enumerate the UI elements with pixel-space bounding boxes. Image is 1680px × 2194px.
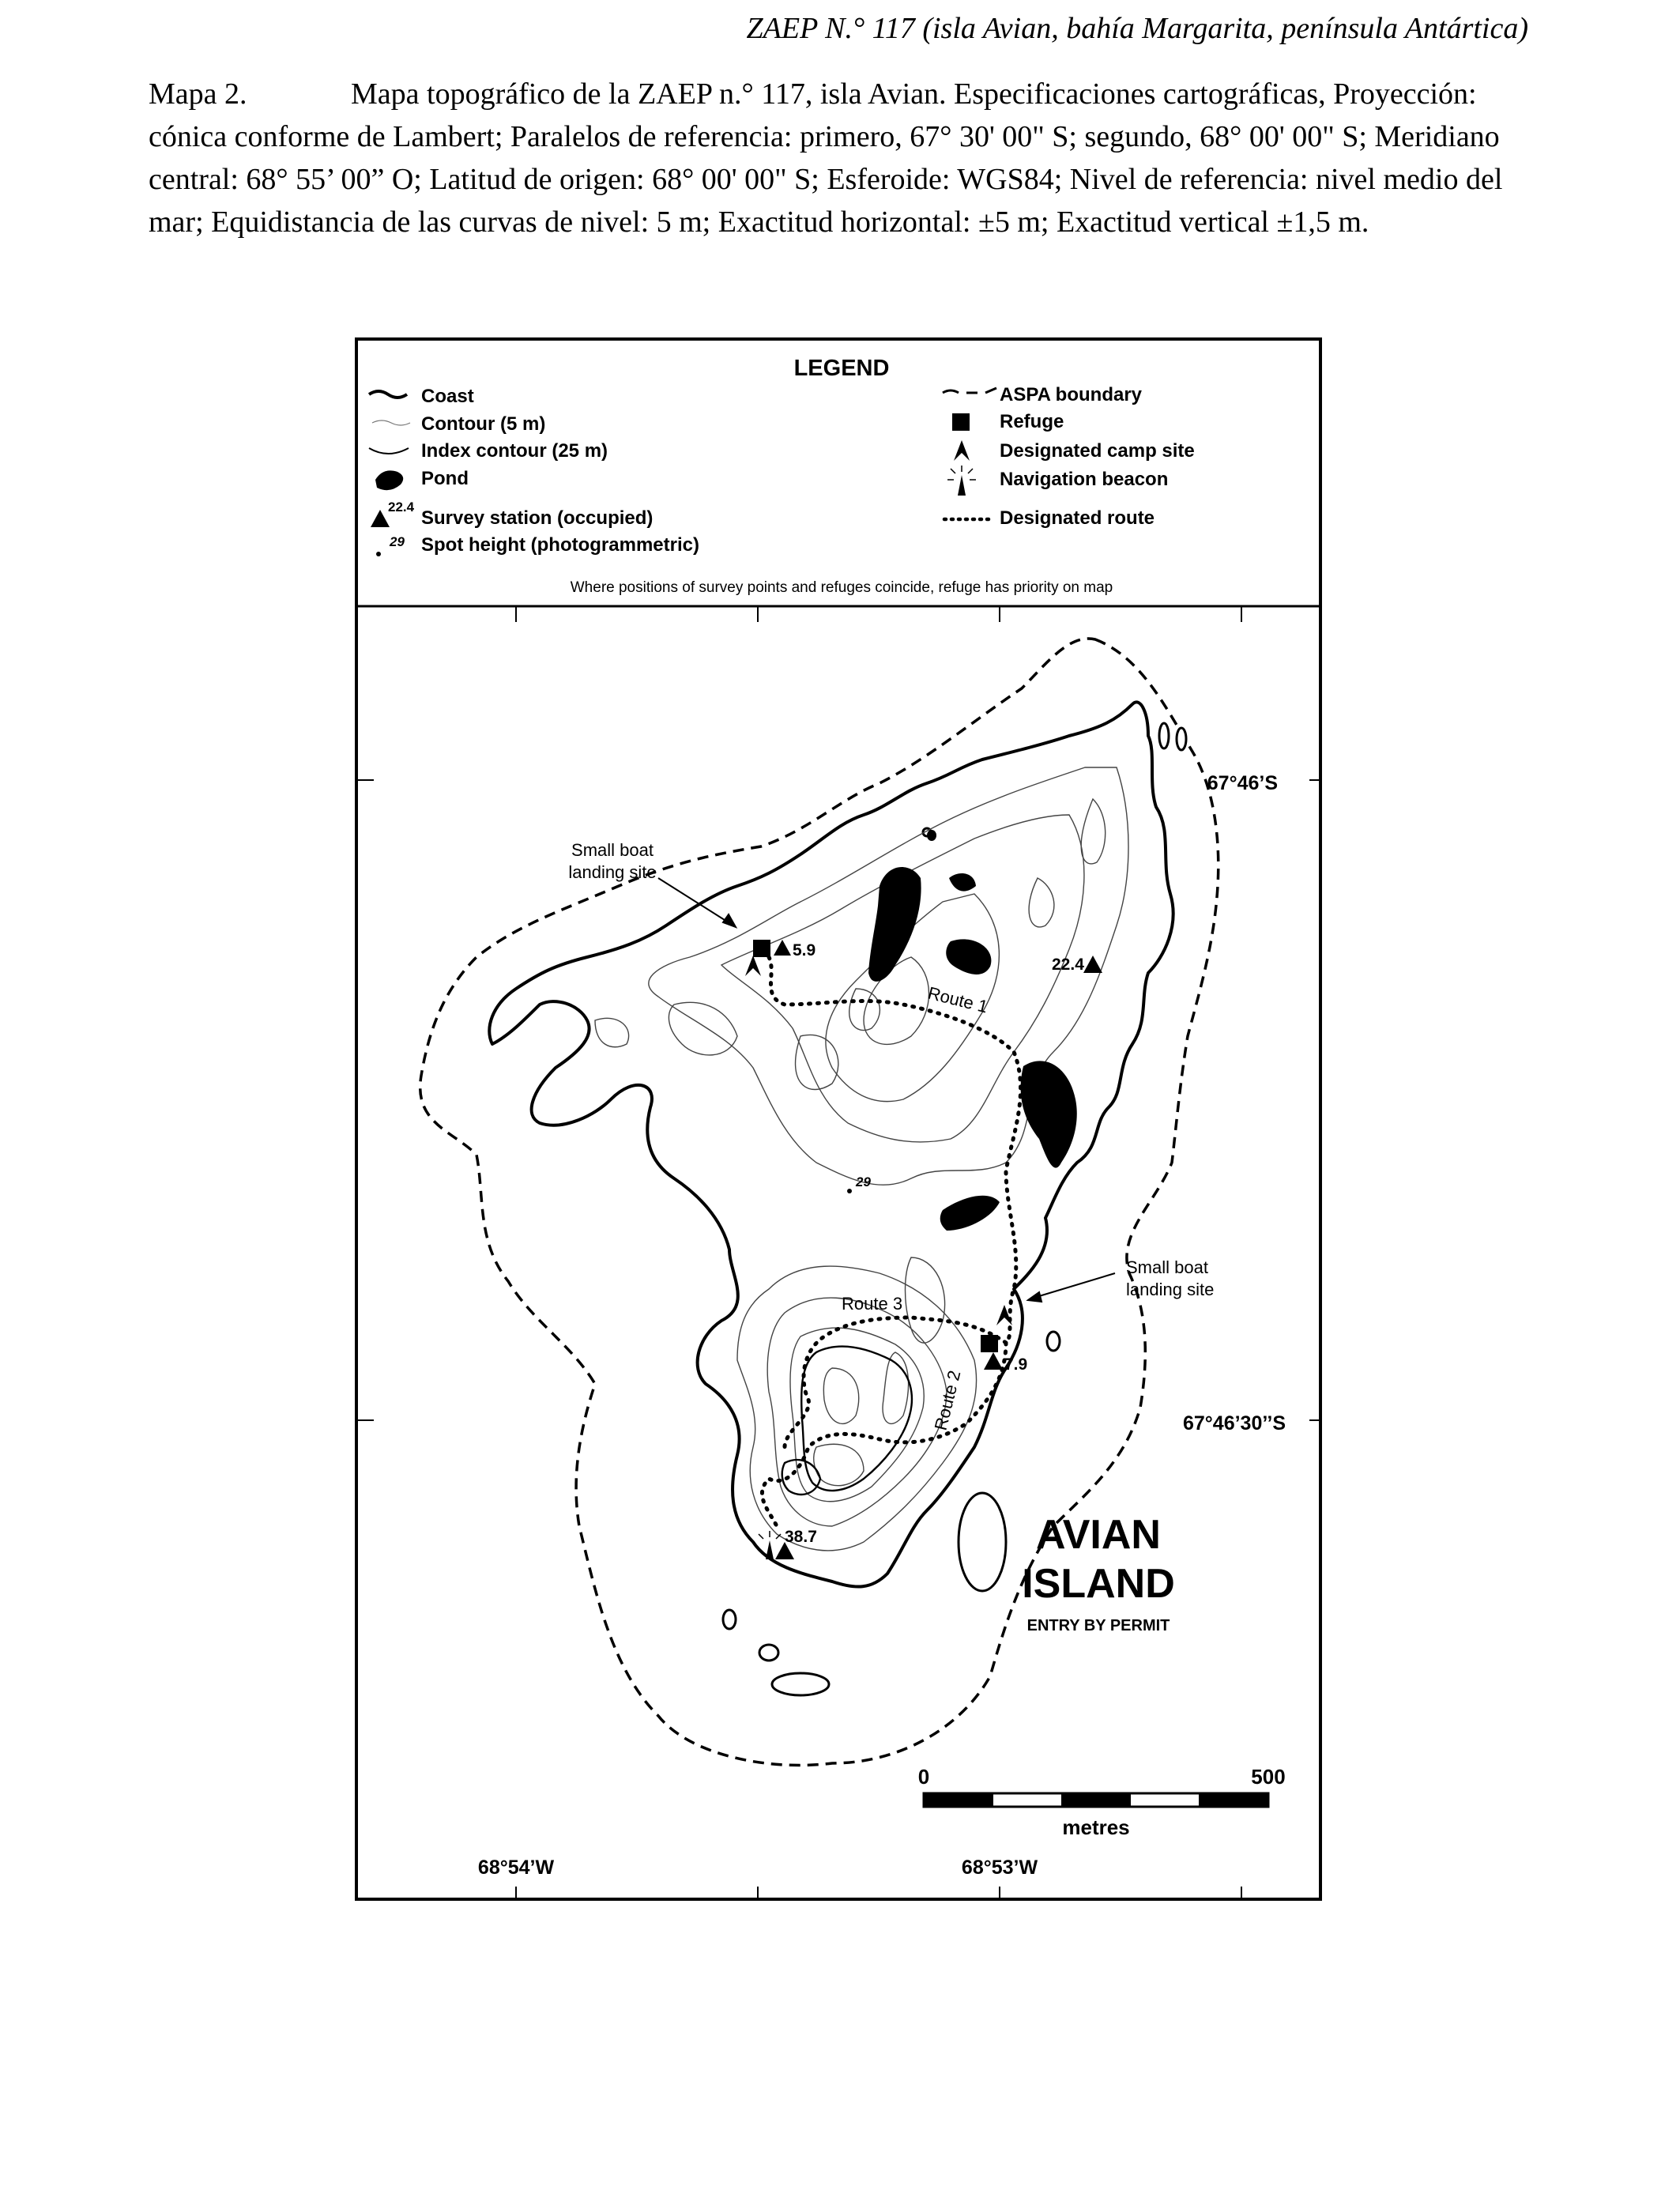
latitude-label-north: 67°46’S <box>1207 772 1278 794</box>
route-1-label: Route 1 <box>925 982 990 1017</box>
legend-navigation-beacon: Navigation beacon <box>1000 469 1169 490</box>
legend-coast: Coast <box>421 386 474 407</box>
aspa-boundary-swatch-icon <box>943 388 996 393</box>
survey-station-swatch-icon <box>371 510 390 527</box>
legend-survey-sample: 22.4 <box>388 499 415 515</box>
caption-text: Mapa topográfico de la ZAEP n.° 117, isla Avian. Especificaciones cartográficas, Proyección: cónica conforme de Lambert; Paralelos de referencia: primero, 67° 30' 00" S; segundo, 68° 00' 00" S; Meridiano central: 68° 55’ 00” O; Latitud de origen: 68° 00' 00" S; Esferoide: WGS84; Nivel de referencia: nivel medio del mar; Equidistancia de las curvas de nivel: 5 m; Exactitud horizontal: ±5 m; Exactitud vertical ±1,5 m. <box>149 77 1503 239</box>
legend-aspa-boundary: ASPA boundary <box>1000 384 1143 405</box>
pond-swatch-icon <box>375 470 403 490</box>
island-name-line1: AVIAN <box>1036 1512 1161 1558</box>
legend-refuge: Refuge <box>1000 411 1064 432</box>
refuge-e-icon <box>981 1335 998 1352</box>
topographic-map <box>358 341 1322 1901</box>
legend-panel <box>358 356 1322 606</box>
landing-e-line1: Small boat <box>1126 1257 1208 1277</box>
spot-height-29: 29 <box>856 1174 871 1189</box>
survey-height-5-9: 5.9 <box>793 941 816 959</box>
contour-swatch-icon <box>372 420 410 425</box>
legend-camp-site: Designated camp site <box>1000 440 1195 462</box>
survey-height-7-9: 7.9 <box>1004 1355 1028 1374</box>
legend-pond: Pond <box>421 468 469 489</box>
legend-contour: Contour (5 m) <box>421 413 546 435</box>
entry-note: ENTRY BY PERMIT <box>1026 1617 1170 1634</box>
scale-bar <box>918 1765 1286 1839</box>
route-2-label: Route 2 <box>930 1368 965 1433</box>
caption-label: Mapa 2. <box>149 77 247 111</box>
refuge-nw-icon <box>753 940 770 957</box>
spot-height-icon <box>847 1189 852 1193</box>
landing-nw-line1: Small boat <box>571 840 654 860</box>
landing-nw-line2: landing site <box>568 862 657 882</box>
legend-index-contour: Index contour (25 m) <box>421 440 608 462</box>
route-3-label: Route 3 <box>842 1294 903 1314</box>
spot-height-swatch-icon <box>376 552 381 556</box>
landing-e-line2: landing site <box>1126 1280 1215 1299</box>
longitude-label-east: 68°53’W <box>961 1857 1038 1879</box>
legend-title: LEGEND <box>793 356 890 381</box>
coast-swatch-icon <box>369 391 407 398</box>
latitude-label-south: 67°46’30’’S <box>1182 1412 1286 1434</box>
scale-unit: metres <box>1062 1815 1130 1839</box>
survey-height-38-7: 38.7 <box>785 1528 817 1546</box>
index-contour-swatch-icon <box>369 448 409 454</box>
longitude-label-west: 68°54’W <box>477 1857 555 1879</box>
legend-note: Where positions of survey points and refuges coincide, refuge has priority on map <box>570 579 1113 596</box>
running-title: ZAEP N.° 117 (isla Avian, bahía Margarita, península Antártica) <box>746 12 1528 45</box>
map-frame <box>355 337 1322 1901</box>
legend-spot-height: Spot height (photogrammetric) <box>421 534 699 556</box>
camp-site-swatch-icon <box>954 440 970 461</box>
island-name-line2: ISLAND <box>1022 1561 1175 1607</box>
scale-start: 0 <box>917 1765 930 1789</box>
legend-survey-station: Survey station (occupied) <box>421 507 654 529</box>
navigation-beacon-swatch-icon <box>947 466 976 496</box>
legend-spot-sample: 29 <box>390 534 405 549</box>
refuge-swatch-icon <box>952 413 970 431</box>
survey-height-22-4: 22.4 <box>1052 956 1084 974</box>
scale-end: 500 <box>1251 1765 1286 1789</box>
legend-designated-route: Designated route <box>1000 507 1155 529</box>
map-caption <box>149 73 1539 243</box>
